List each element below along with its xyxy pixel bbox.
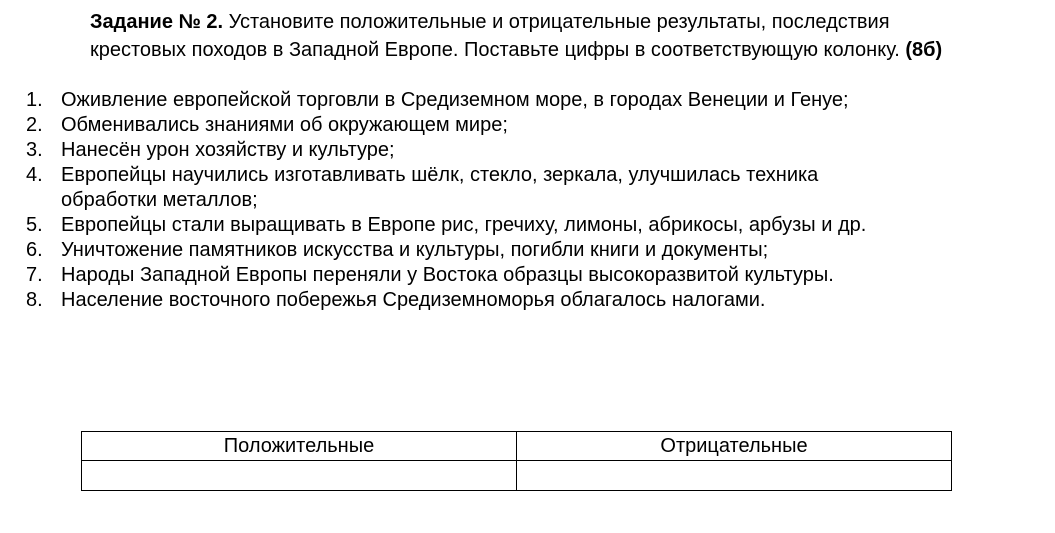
positive-column-header: Положительные — [82, 432, 517, 461]
item-text: Нанесён урон хозяйству и культуре; — [61, 139, 395, 161]
item-number: 6. — [26, 239, 43, 261]
list-item — [26, 88, 896, 113]
positive-answer-cell[interactable] — [82, 461, 517, 491]
list-item — [26, 163, 896, 213]
item-text: Оживление европейской торговли в Средиземном море, в городах Венеции и Генуе; — [61, 89, 849, 111]
list-item — [26, 113, 896, 138]
task-heading — [90, 8, 990, 64]
item-number: 3. — [26, 139, 43, 161]
task-points: (8б) — [905, 39, 943, 61]
list-item — [26, 238, 896, 263]
table-header-row — [82, 432, 952, 461]
item-text: Европейцы стали выращивать в Европе рис, гречиху, лимоны, абрикосы, арбузы и др. — [61, 214, 867, 236]
item-number: 4. — [26, 164, 43, 186]
item-number: 2. — [26, 114, 43, 136]
table-row — [82, 461, 952, 491]
item-text: Уничтожение памятников искусства и культуры, погибли книги и документы; — [61, 239, 769, 261]
task-text: Установите положительные и отрицательные результаты, последствия крестовых походов в Западной Европе. Поставьте цифры в соответствующую колонку. — [90, 11, 906, 61]
item-number: 1. — [26, 89, 43, 111]
list-item — [26, 213, 896, 238]
item-text: Европейцы научились изготавливать шёлк, стекло, зеркала, улучшилась техника обработки металлов; — [61, 164, 819, 211]
task-label: Задание № 2. — [90, 11, 224, 33]
item-number: 5. — [26, 214, 43, 236]
list-item — [26, 288, 896, 313]
item-number: 7. — [26, 264, 43, 286]
item-text: Население восточного побережья Средиземноморья облагалось налогами. — [61, 289, 766, 311]
negative-column-header: Отрицательные — [517, 432, 952, 461]
task-block — [90, 8, 990, 64]
list-item — [26, 138, 896, 163]
item-text: Обменивались знаниями об окружающем мире; — [61, 114, 508, 136]
list-item — [26, 263, 896, 288]
answer-table — [81, 431, 952, 491]
item-text: Народы Западной Европы переняли у Востока образцы высокоразвитой культуры. — [61, 264, 834, 286]
negative-answer-cell[interactable] — [517, 461, 952, 491]
consequences-list — [26, 88, 896, 313]
item-number: 8. — [26, 289, 43, 311]
